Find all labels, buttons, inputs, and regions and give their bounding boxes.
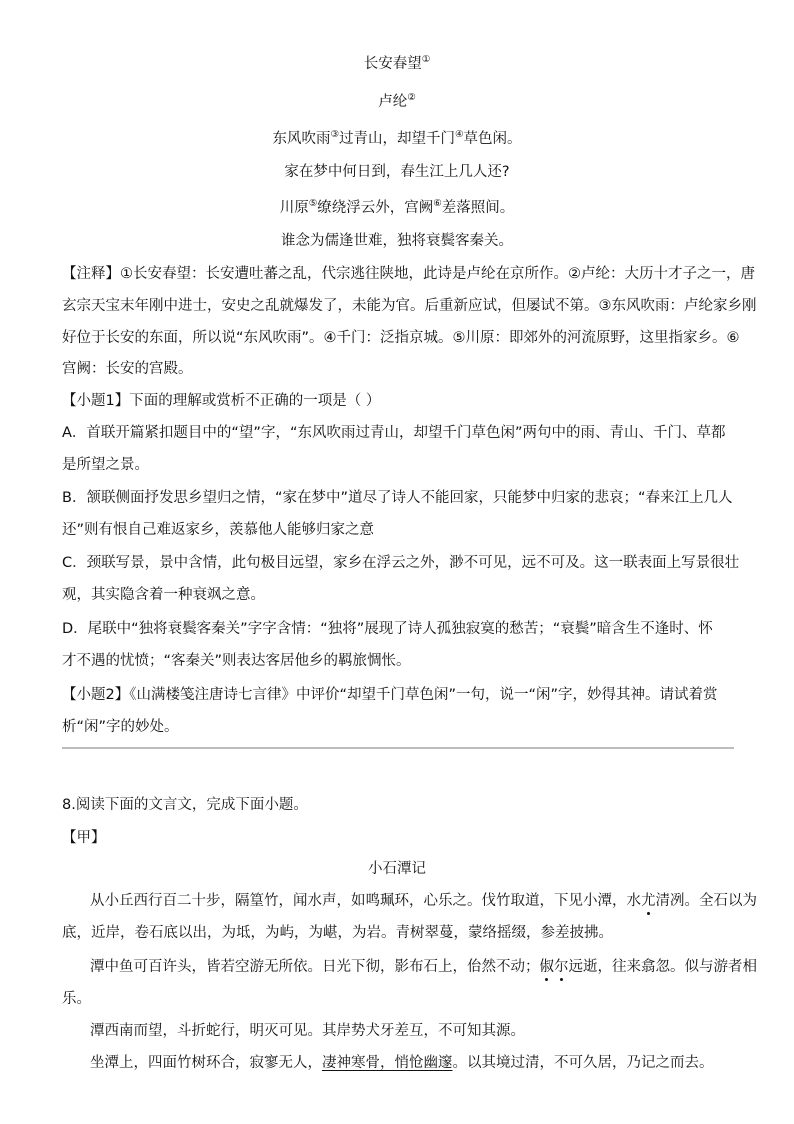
passage-paragraph-3: 潭西南而望，斗折蛇行，明灭可见。其岸势犬牙差互，不可知其源。 <box>90 1023 525 1039</box>
passage-paragraph-1: 底，近岸，卷石底以出，为坻，为屿，为嵁，为岩。青树翠蔓，蒙络摇缀，参差披拂。 <box>62 925 613 941</box>
poem-line-2: 家在梦中何日到，春生江上几人还? <box>284 164 510 180</box>
passage-paragraph-2: 乐。 <box>62 991 91 1007</box>
question-2: 【小题2】《山满楼笺注唐诗七言律》中评价“却望千门草色闲”一句，说一“闲”字，妙得其神。请试着赏 <box>62 687 718 703</box>
poem-line-3: 川原⑤缭绕浮云外，宫阙⑥差落照间。 <box>279 198 515 216</box>
question-2: 析“闲”字的妙处。 <box>62 719 179 735</box>
option-a: A．首联开篇紧扣题目中的“望”字，“东风吹雨过青山，却望千门草色闲”两句中的雨、青山、千门、草都 <box>62 425 726 441</box>
notes-line: 玄宗天宝末年刚中进士，安史之乱就爆发了，未能为官。后重新应试，但屡试不第。③东风吹雨：卢纶家乡刚 <box>62 298 757 314</box>
passage-title: 小石潭记 <box>368 861 426 877</box>
option-c: C．颈联写景，景中含情，此句极目远望，家乡在浮云之外，渺不可见，远不可及。这一联表面上写景很壮 <box>62 555 740 571</box>
notes-line: 宫阙：长安的宫殿。 <box>62 361 193 377</box>
poem-line-4: 谁念为儒逢世难，独将衰鬓客秦关。 <box>281 233 513 249</box>
poem-title: 长安春望① <box>363 54 431 72</box>
option-b: B．颔联侧面抒发思乡望归之情，“家在梦中”道尽了诗人不能回家，只能梦中归家的悲哀；“春来江上几人 <box>62 490 733 506</box>
underlined-phrase: 凄神寒骨，悄怆幽邃 <box>322 1055 453 1071</box>
poem-line-1: 东风吹雨③过青山，却望千门④草色闲。 <box>272 129 522 147</box>
option-b: 还”则有恨自己难返家乡，羡慕他人能够归家之意 <box>62 522 375 538</box>
section-8-heading: 8.阅读下面的文言文，完成下面小题。 <box>62 797 308 813</box>
option-c: 观，其实隐含着一种衰飒之意。 <box>62 587 265 603</box>
option-d: D．尾联中“独将衰鬓客秦关”字字含情：“独将”展现了诗人孤独寂寞的愁苦；“衰鬓”暗含生不逢时、怀 <box>62 621 713 637</box>
passage-paragraph-4: 坐潭上，四面竹树环合，寂寥无人，凄神寒骨，悄怆幽邃。以其境过清，不可久居，乃记之而去。 <box>90 1055 714 1071</box>
notes-line: 好位于长安的东面，所以说“东风吹雨”。④千门：泛指京城。⑤川原：即郊外的河流原野，这里指家乡。⑥ <box>62 330 740 346</box>
question-1-stem: 【小题1】下面的理解或赏析不正确的一项是（ ） <box>62 393 381 409</box>
option-d: 才不遇的忧愤；“客秦关”则表达客居他乡的羁旅惆怅。 <box>62 653 411 669</box>
passage-paragraph-1: 从小丘西行百二十步，隔篁竹，闻水声，如鸣珮环，心乐之。伐竹取道，下见小潭，水尤清冽。全石以为 <box>90 893 757 909</box>
option-a: 是所望之景。 <box>62 457 149 473</box>
passage-paragraph-2: 潭中鱼可百许头，皆若空游无所依。日光下彻，影布石上，佁然不动；俶尔远逝，往来翕忽。似与游者相 <box>90 959 757 975</box>
section-divider <box>62 747 734 749</box>
poem-author: 卢纶② <box>378 92 416 110</box>
notes-line: 【注释】①长安春望：长安遭吐蕃之乱，代宗逃往陕地，此诗是卢纶在京所作。②卢纶：大历十才子之一，唐 <box>62 266 755 282</box>
part-label: 【甲】 <box>62 830 106 846</box>
